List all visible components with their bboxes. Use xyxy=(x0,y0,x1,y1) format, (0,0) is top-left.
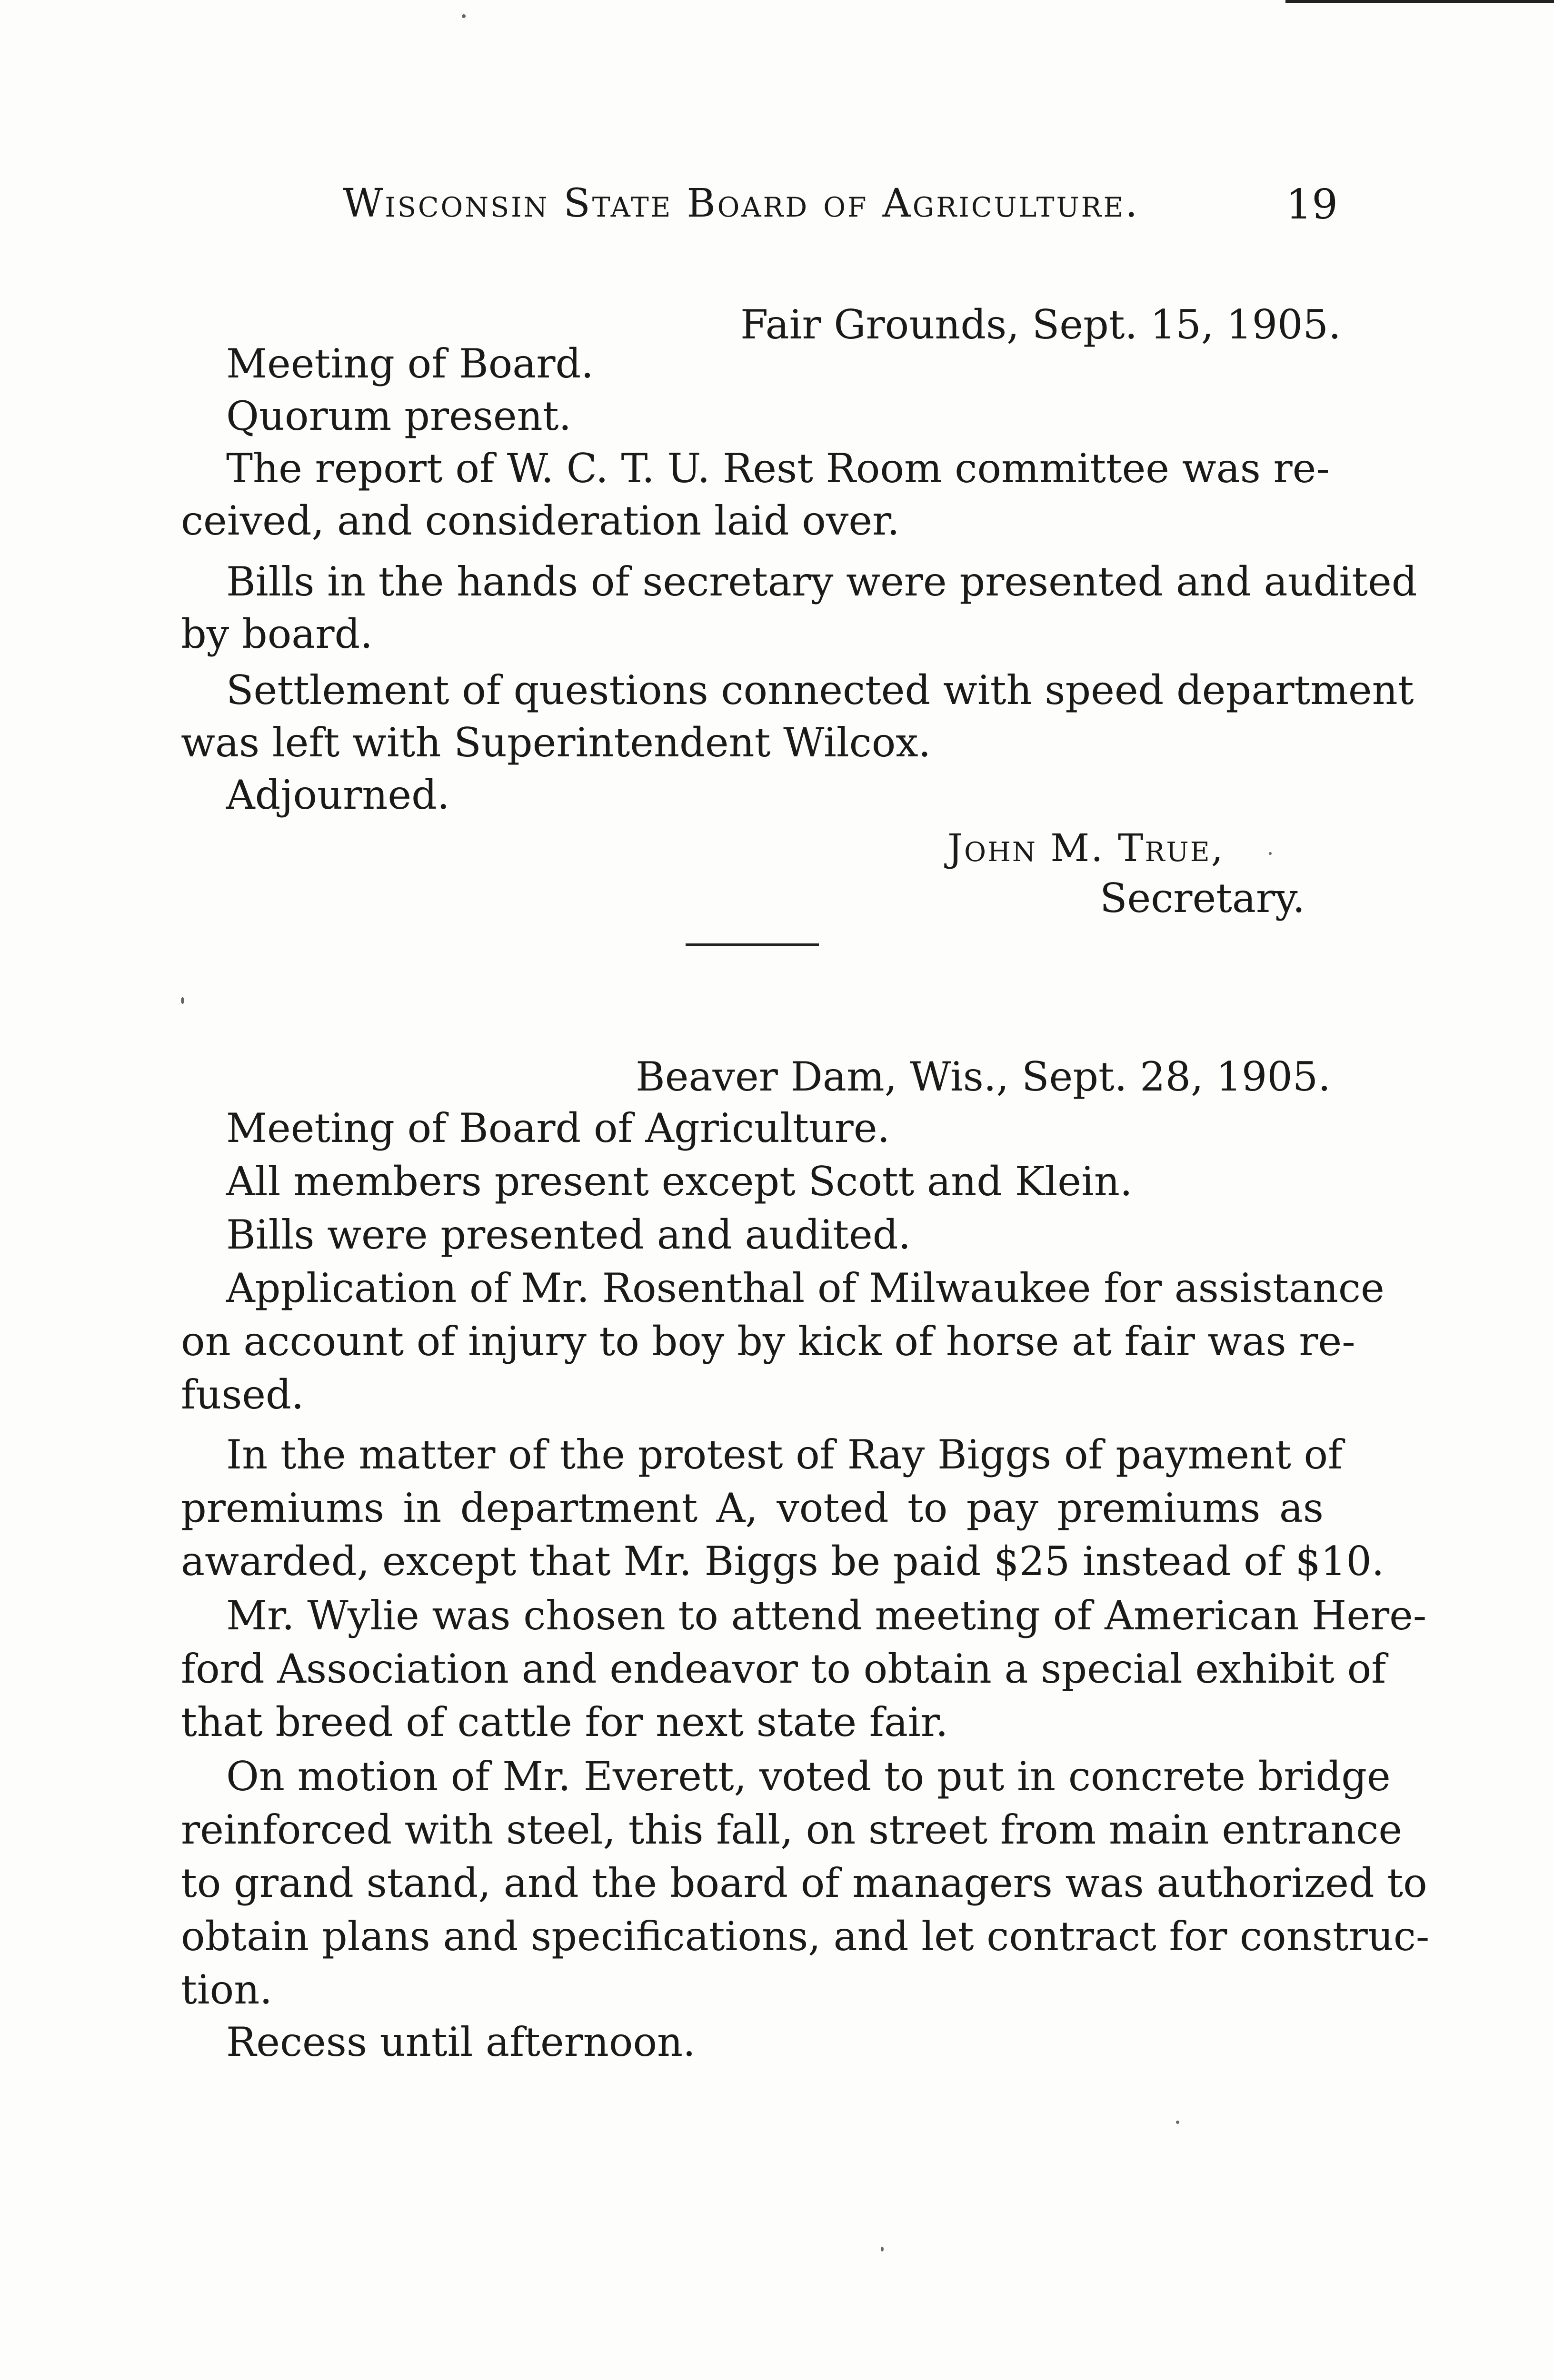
section1-line: Bills in the hands of secretary were presented and audited xyxy=(226,558,1417,605)
section1-line: was left with Superintendent Wilcox. xyxy=(181,719,931,766)
print-speck xyxy=(1176,2121,1179,2124)
section1-line: Settlement of questions connected with speed department xyxy=(226,667,1414,714)
section1-line: Adjourned. xyxy=(226,772,450,818)
section2-line: Mr. Wylie was chosen to attend meeting of American Here- xyxy=(226,1592,1427,1639)
section2-date: Beaver Dam, Wis., Sept. 28, 1905. xyxy=(636,1053,1331,1100)
print-speck xyxy=(1269,852,1272,855)
section2-line: reinforced with steel, this fall, on street from main entrance xyxy=(181,1806,1403,1853)
section2-line: awarded, except that Mr. Biggs be paid $25 instead of $10. xyxy=(181,1538,1385,1585)
section2-line: Application of Mr. Rosenthal of Milwaukee for assistance xyxy=(226,1265,1385,1311)
section2-line: tion. xyxy=(181,1966,272,2013)
section2-line: Meeting of Board of Agriculture. xyxy=(226,1105,890,1151)
section2-line: ford Association and endeavor to obtain a special exhibit of xyxy=(181,1646,1386,1692)
section2-line: obtain plans and specifications, and let contract for construc- xyxy=(181,1913,1430,1960)
section2-line: On motion of Mr. Everett, voted to put in concrete bridge xyxy=(226,1753,1391,1800)
running-head xyxy=(343,181,1338,238)
section2-line: that breed of cattle for next state fair. xyxy=(181,1699,948,1745)
section1-line: Quorum present. xyxy=(226,393,572,439)
print-speck xyxy=(462,14,466,18)
section1-line: The report of W. C. T. U. Rest Room committee was re- xyxy=(226,445,1330,492)
section-separator xyxy=(686,943,819,946)
section1-date: Fair Grounds, Sept. 15, 1905. xyxy=(740,301,1341,348)
section2-line: on account of injury to boy by kick of horse at fair was re- xyxy=(181,1318,1355,1365)
page-edge-rule xyxy=(1285,0,1554,3)
signature-title: Secretary. xyxy=(1100,875,1305,922)
section1-line: by board. xyxy=(181,611,373,657)
print-speck xyxy=(881,2247,884,2251)
section2-line: to grand stand, and the board of managers was authorized to xyxy=(181,1860,1427,1906)
print-speck xyxy=(181,997,184,1004)
signature-name: John M. True, xyxy=(947,826,1225,870)
section2-line: Recess until afternoon. xyxy=(226,2019,696,2065)
section2-line: fused. xyxy=(181,1371,304,1418)
section2-line: All members present except Scott and Klein. xyxy=(226,1158,1133,1205)
section2-line: Bills were presented and audited. xyxy=(226,1211,911,1258)
running-title: Wisconsin State Board of Agriculture. xyxy=(343,181,1140,226)
section1-line: ceived, and consideration laid over. xyxy=(181,497,900,544)
page-number: 19 xyxy=(1285,181,1338,228)
section2-line: premiums in department A, voted to pay premiums as xyxy=(181,1485,1324,1531)
section2-line: In the matter of the protest of Ray Biggs of payment of xyxy=(226,1431,1343,1478)
section1-line: Meeting of Board. xyxy=(226,340,594,387)
